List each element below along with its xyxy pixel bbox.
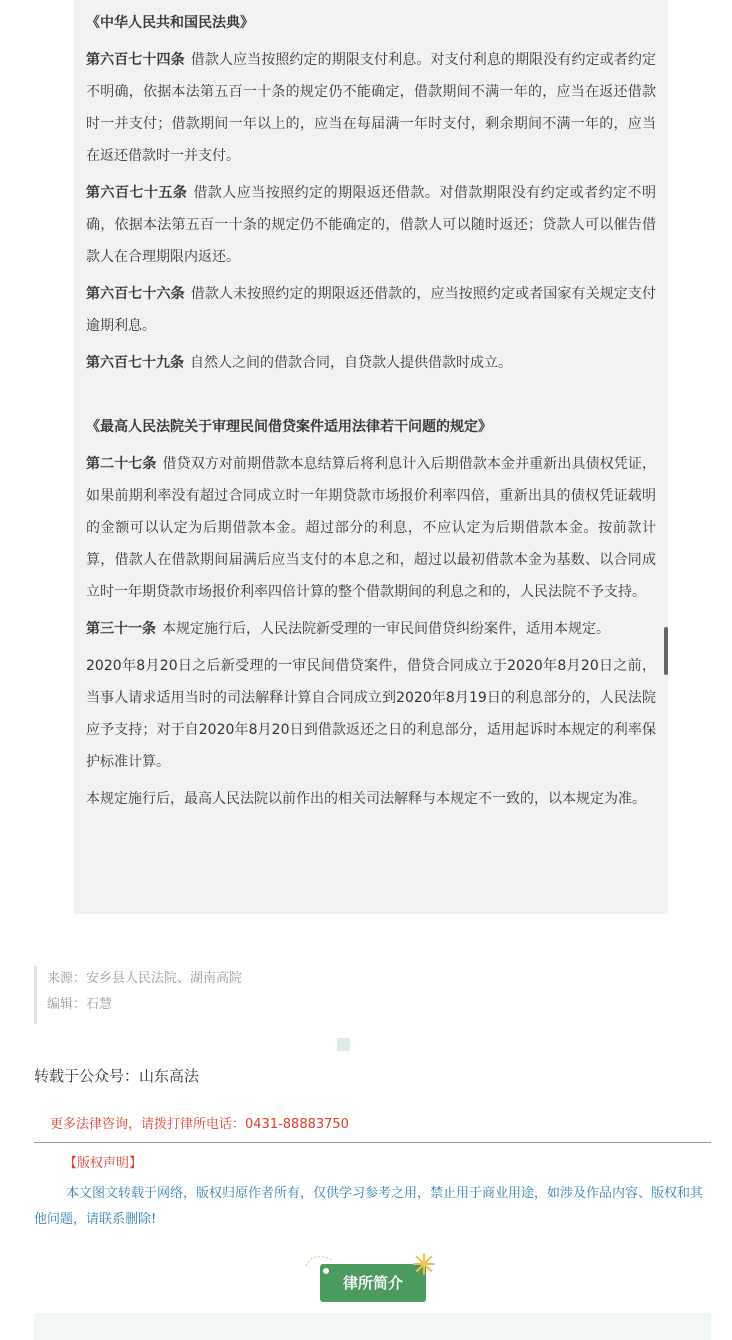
law-excerpt-box: [74, 0, 668, 914]
section-gap: [86, 384, 656, 412]
civil-code-article: [86, 278, 656, 342]
article-label: 第六百七十四条: [86, 52, 185, 68]
source-info: [34, 966, 242, 1024]
supreme-court-title: 《最高人民法院关于审理民间借贷案件适用法律若干问题的规定》: [86, 419, 492, 435]
supreme-court-paragraph: 2020年8月20日之后新受理的一审民间借贷案件，借贷合同成立于2020年8月20日之前，当事人请求适用当时的司法解释计算自合同成立到2020年8月19日的利息部分的，人民法院应予支持；对于自2020年8月20日到借款返还之日的利息部分，适用起诉时本规定的利率保护标准计算。: [86, 658, 656, 770]
law-firm-intro-button[interactable]: 律所简介: [320, 1264, 426, 1302]
civil-code-article: [86, 347, 656, 379]
article-label: 第六百七十五条: [86, 185, 188, 201]
article-text: 借款人应当按照约定的期限返还借款。对借款期限没有约定或者约定不明确，依据本法第五百一十条的规定仍不能确定的，借款人可以随时返还；贷款人可以催告借款人在合理期限内返还。: [86, 185, 657, 265]
copyright-text: 本文图文转载于网络，版权归原作者所有，仅供学习参考之用，禁止用于商业用途，如涉及作品内容、版权和其他问题，请联系删除!: [34, 1186, 704, 1227]
decorative-dot-icon: [323, 1268, 329, 1274]
article-label: 第二十七条: [86, 456, 157, 472]
consult-phone-line: 更多法律咨询，请拨打律所电话：0431-88883750: [50, 1117, 349, 1132]
decorative-square: [337, 1038, 350, 1051]
civil-code-article: [86, 44, 656, 172]
article-label: 第六百七十九条: [86, 355, 184, 371]
civil-code-title: 《中华人民共和国民法典》: [86, 15, 254, 31]
article-text: 借款人未按照约定的期限返还借款的，应当按照约定或者国家有关规定支付逾期利息。: [86, 286, 656, 334]
repost-line: 转载于公众号：山东高法: [34, 1067, 200, 1085]
article-label: 第六百七十六条: [86, 286, 185, 302]
copyright-title: 【版权声明】: [64, 1156, 143, 1171]
sparkle-icon: [412, 1252, 436, 1276]
article-text: 借款人应当按照约定的期限支付利息。对支付利息的期限没有约定或者约定不明确，依据本法第五百一十条的规定仍不能确定，借款期间不满一年的，应当在返还借款时一并支付；借款期间一年以上的，应当在每届满一年时支付，剩余期间不满一年的，应当在返还借款时一并支付。: [86, 52, 656, 164]
article-text: 本规定施行后，人民法院新受理的一审民间借贷纠纷案件，适用本规定。: [162, 621, 610, 637]
supreme-court-article: [86, 613, 656, 645]
editor-line: 编辑：石慧: [47, 997, 113, 1012]
article-text: 借贷双方对前期借款本息结算后将利息计入后期借款本金并重新出具债权凭证，如果前期利率没有超过合同成立时一年期贷款市场报价利率四倍，重新出具的债权凭证载明的金额可以认定为后期借款本金。超过部分的利息，不应认定为后期借款本金。按前款计算，借款人在借款期间届满后应当支付的本息之和，超过以最初借款本金为基数、以合同成立时一年期贷款市场报价利率四倍计算的整个借款期间的利息之和的，人民法院不予支持。: [86, 456, 657, 600]
law-firm-intro-panel: [34, 1313, 711, 1340]
article-label: 第三十一条: [86, 621, 156, 637]
supreme-court-article: [86, 448, 656, 608]
divider: [34, 1142, 711, 1143]
civil-code-article: [86, 177, 656, 273]
scrollbar-thumb[interactable]: [664, 627, 668, 675]
supreme-court-paragraph: 本规定施行后，最高人民法院以前作出的相关司法解释与本规定不一致的，以本规定为准。: [86, 791, 646, 807]
law-excerpt-content: [86, 8, 656, 820]
law-firm-intro-header: [300, 1252, 440, 1308]
article-text: 自然人之间的借款合同，自贷款人提供借款时成立。: [190, 355, 512, 371]
source-line: 来源：安乡县人民法院、湖南高院: [47, 971, 243, 986]
